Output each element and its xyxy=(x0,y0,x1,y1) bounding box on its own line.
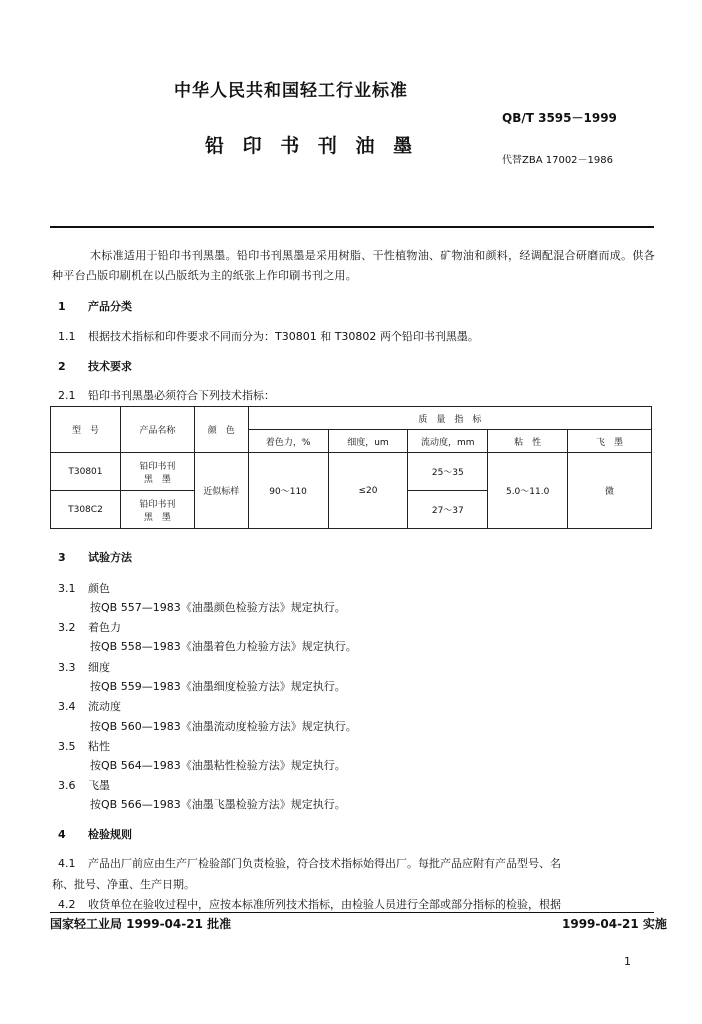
row-product-name xyxy=(120,491,194,529)
section-1-number: 1 xyxy=(58,300,66,313)
section-4-number: 4 xyxy=(58,828,66,841)
row-model: T308C2 xyxy=(51,491,121,529)
intro-paragraph: 木标准适用于铅印书刊黑墨。铅印书刊黑墨是采用树脂、干性植物油、矿物油和颜料，经调配混合研磨而成。供各种平台凸版印刷机在以凸版纸为主的纸张上作印刷书刊之用。 xyxy=(52,249,655,282)
clause-2-1-number: 2.1 xyxy=(58,389,76,402)
clause-3-4-heading xyxy=(58,698,121,714)
clause-3-3-number: 3.3 xyxy=(58,661,76,674)
section-3-title: 试验方法 xyxy=(88,551,132,564)
clause-4-2-text: 收货单位在验收过程中，应按本标准所列技术指标，由检验人员进行全部或部分指标的检验，根据 xyxy=(88,898,561,911)
clause-3-4-number: 3.4 xyxy=(58,700,76,713)
row-product-name-line2: 黑 墨 xyxy=(143,512,171,523)
section-4-title: 检验规则 xyxy=(88,828,132,841)
footer-rule xyxy=(50,912,654,913)
clause-4-2 xyxy=(58,896,561,912)
header-fineness: 细度，um xyxy=(328,430,408,453)
cell-fineness: ≤20 xyxy=(328,453,408,529)
clause-3-6-number: 3.6 xyxy=(58,779,76,792)
header-color: 颜 色 xyxy=(194,407,248,453)
header-tinting-strength: 着色力，% xyxy=(248,430,328,453)
section-2-heading xyxy=(58,358,132,374)
clause-2-1 xyxy=(58,387,275,403)
cell-color: 近似标样 xyxy=(194,453,248,529)
clause-3-3-heading xyxy=(58,659,110,675)
header-rule xyxy=(50,226,654,228)
section-1-title: 产品分类 xyxy=(88,300,132,313)
row-product-name-line1: 铅印书刊 xyxy=(139,461,176,472)
clause-3-3-title: 细度 xyxy=(88,661,110,674)
effective-date: 1999-04-21 实施 xyxy=(562,917,667,931)
document-code: QB/T 3595－1999 xyxy=(502,111,617,125)
clause-3-5-title: 粘性 xyxy=(88,740,110,753)
clause-3-1-title: 颜色 xyxy=(88,582,110,595)
header-model: 型 号 xyxy=(51,407,121,453)
clause-3-2-heading xyxy=(58,619,121,635)
section-3-number: 3 xyxy=(58,551,66,564)
clause-1-1 xyxy=(58,328,479,344)
header-ink-fly: 飞 墨 xyxy=(568,430,652,453)
clause-3-1-text: 按QB 557—1983《油墨颜色检验方法》规定执行。 xyxy=(90,601,346,614)
clause-2-1-text: 铅印书刊黑墨必须符合下列技术指标： xyxy=(88,389,275,402)
section-4-heading xyxy=(58,826,132,842)
clause-3-6-text: 按QB 566—1983《油墨飞墨检验方法》规定执行。 xyxy=(90,798,346,811)
clause-3-6-heading xyxy=(58,777,110,793)
row-product-name-line2: 黑 墨 xyxy=(143,474,171,485)
clause-4-1-text: 产品出厂前应由生产厂检验部门负责检验，符合技术指标始得出厂。每批产品应附有产品型号、名 xyxy=(88,857,561,870)
row-flow: 25～35 xyxy=(408,453,488,491)
row-model: T30801 xyxy=(51,453,121,491)
section-2-number: 2 xyxy=(58,360,66,373)
clause-1-1-number: 1.1 xyxy=(58,330,76,343)
clause-3-5-text: 按QB 564—1983《油墨粘性检验方法》规定执行。 xyxy=(90,759,346,772)
spec-table xyxy=(50,406,652,529)
header-tack: 粘 性 xyxy=(488,430,568,453)
clause-3-5-number: 3.5 xyxy=(58,740,76,753)
section-2-title: 技术要求 xyxy=(88,360,132,373)
row-product-name-line1: 铅印书刊 xyxy=(139,499,176,510)
clause-3-5-heading xyxy=(58,738,110,754)
clause-3-4-text: 按QB 560—1983《油墨流动度检验方法》规定执行。 xyxy=(90,720,357,733)
clause-1-1-text: 根据技术指标和印件要求不同而分为：T30801 和 T30802 两个铅印书刊黑墨。 xyxy=(88,330,479,343)
header-flow: 流动度，mm xyxy=(408,430,488,453)
header-product-name: 产品名称 xyxy=(120,407,194,453)
clause-3-6-title: 飞墨 xyxy=(88,779,110,792)
document-name: 铅 印 书 刊 油 墨 xyxy=(205,135,419,157)
clause-3-1-heading xyxy=(58,580,110,596)
clause-3-2-number: 3.2 xyxy=(58,621,76,634)
cell-ink-fly: 微 xyxy=(568,453,652,529)
header-quality: 质 量 指 标 xyxy=(248,407,651,430)
cell-tack: 5.0～11.0 xyxy=(488,453,568,529)
clause-3-2-title: 着色力 xyxy=(88,621,121,634)
clause-3-4-title: 流动度 xyxy=(88,700,121,713)
section-3-heading xyxy=(58,549,132,565)
approval-note: 国家轻工业局 1999-04-21 批准 xyxy=(50,917,232,931)
clause-4-1-number: 4.1 xyxy=(58,857,76,870)
clause-3-1-number: 3.1 xyxy=(58,582,76,595)
clause-3-2-text: 按QB 558—1983《油墨着色力检验方法》规定执行。 xyxy=(90,640,357,653)
row-flow: 27～37 xyxy=(408,491,488,529)
clause-3-3-text: 按QB 559—1983《油墨细度检验方法》规定执行。 xyxy=(90,680,346,693)
clause-4-1-continued: 称、批号、净重、生产日期。 xyxy=(52,878,195,891)
replaces-note: 代替ZBA 17002－1986 xyxy=(502,155,613,166)
table-row xyxy=(51,453,652,491)
clause-4-2-number: 4.2 xyxy=(58,898,76,911)
page-number: 1 xyxy=(624,955,631,968)
standard-title: 中华人民共和国轻工行业标准 xyxy=(174,81,408,101)
row-product-name xyxy=(120,453,194,491)
clause-4-1 xyxy=(58,855,561,871)
section-1-heading xyxy=(58,298,132,314)
cell-tinting-strength: 90～110 xyxy=(248,453,328,529)
